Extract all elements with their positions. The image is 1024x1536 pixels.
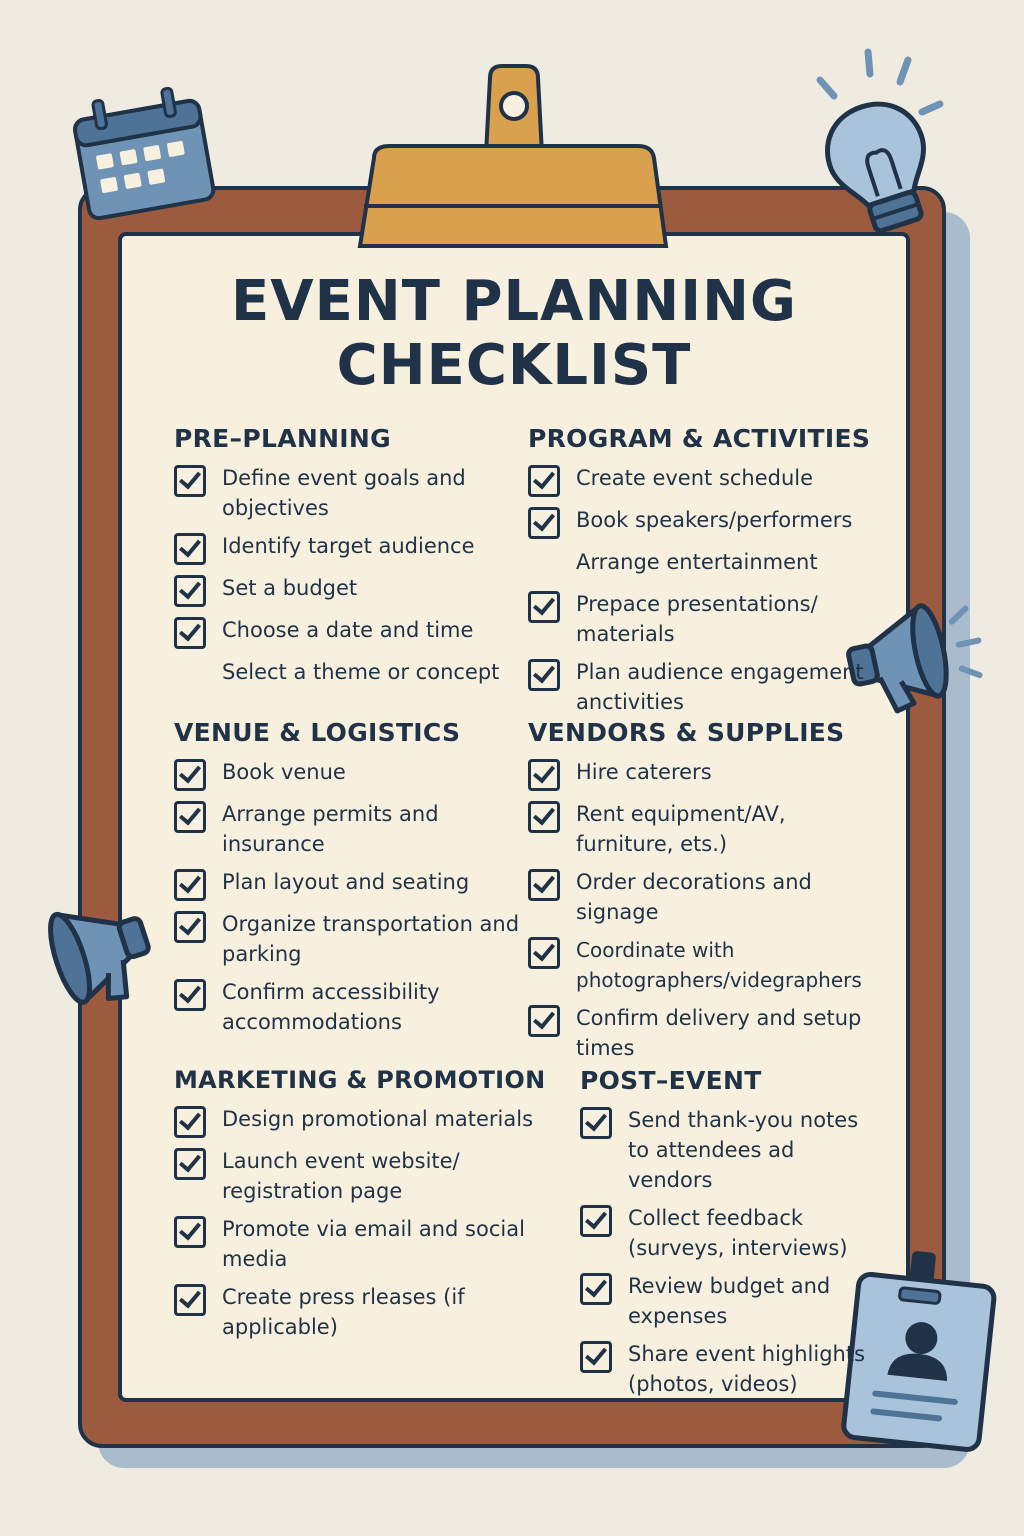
item-label: Organize transportation and parking (222, 912, 520, 966)
checklist-item[interactable] (174, 1282, 534, 1342)
checklist-item[interactable] (580, 1203, 880, 1263)
item-label: Arrange entertainment (576, 550, 818, 574)
checklist-item[interactable] (528, 657, 888, 717)
checkbox-icon[interactable] (528, 937, 560, 969)
checklist-item[interactable] (174, 1214, 534, 1274)
section-heading: MARKETING & PROMOTION (174, 1066, 546, 1094)
item-label: Choose a date and time (222, 618, 474, 642)
item-label: Prepace presentations/ materials (576, 592, 818, 646)
checklist-item[interactable] (580, 1271, 880, 1331)
item-label: Send thank-you notes to attendees ad vendors (628, 1108, 859, 1192)
checkbox-icon[interactable] (528, 659, 560, 691)
checkbox-icon[interactable] (174, 911, 206, 943)
section-heading: VENUE & LOGISTICS (174, 718, 461, 747)
section-marketing-promotion (174, 1066, 546, 1350)
checkbox-icon[interactable] (174, 869, 206, 901)
checklist-item[interactable] (528, 799, 888, 859)
checkbox-icon[interactable] (174, 1216, 206, 1248)
checkbox-icon[interactable] (528, 507, 560, 539)
checklist-item[interactable] (528, 463, 888, 497)
page-title (118, 270, 910, 398)
checklist-item[interactable] (174, 573, 534, 607)
item-label: Set a budget (222, 576, 358, 600)
section-heading: PRE–PLANNING (174, 424, 391, 453)
item-label: Book speakers/performers (576, 508, 853, 532)
section-post-event (580, 1066, 880, 1407)
checkbox-icon[interactable] (580, 1205, 612, 1237)
checklist-item[interactable] (528, 505, 888, 539)
checklist-item[interactable] (174, 977, 534, 1037)
checkbox-icon[interactable] (580, 1273, 612, 1305)
checklist-item[interactable] (528, 757, 888, 791)
checkbox-icon[interactable] (174, 465, 206, 497)
checkbox-icon[interactable] (174, 617, 206, 649)
item-label: Select a theme or concept (222, 660, 500, 684)
checklist-item[interactable] (174, 531, 534, 565)
checklist-item[interactable] (528, 867, 888, 927)
item-label: Identify target audience (222, 534, 475, 558)
item-label: Share event highlights (photos, videos) (628, 1342, 866, 1396)
checklist-item[interactable] (580, 1339, 880, 1399)
checkbox-icon[interactable] (174, 979, 206, 1011)
checkbox-icon[interactable] (174, 1284, 206, 1316)
section-heading: PROGRAM & ACTIVITIES (528, 424, 871, 453)
checklist-item[interactable] (174, 867, 534, 901)
checkbox-icon[interactable] (528, 465, 560, 497)
checkbox-icon[interactable] (528, 591, 560, 623)
megaphone-icon (20, 890, 160, 1020)
item-label: Launch event website/ registration page (222, 1149, 460, 1203)
section-venue-logistics (174, 718, 534, 1045)
title-line-2: CHECKLIST (336, 333, 692, 398)
checklist-item[interactable] (580, 1105, 880, 1195)
item-label: Create event schedule (576, 466, 814, 490)
lightbulb-icon (800, 44, 970, 244)
checkbox-icon[interactable] (174, 759, 206, 791)
checklist-item[interactable] (174, 799, 534, 859)
section-heading: POST–EVENT (580, 1066, 762, 1095)
section-program-activities (528, 424, 888, 725)
checklist-item[interactable] (174, 615, 534, 649)
checkbox-icon[interactable] (528, 869, 560, 901)
checkbox-icon[interactable] (174, 533, 206, 565)
checkbox-icon[interactable] (528, 1005, 560, 1037)
checklist-item[interactable] (174, 757, 534, 791)
item-label: Confirm delivery and setup times (576, 1006, 862, 1060)
checkbox-icon[interactable] (174, 801, 206, 833)
section-vendors-supplies (528, 718, 888, 1071)
item-label: Confirm accessibility accommodations (222, 980, 440, 1034)
item-label: Review budget and expenses (628, 1274, 831, 1328)
item-label: Book venue (222, 760, 346, 784)
item-label: Define event goals and objectives (222, 466, 466, 520)
item-label: Order decorations and signage (576, 870, 812, 924)
checklist-item (528, 547, 888, 581)
item-label: Plan audience engagement anctivities (576, 660, 864, 714)
item-label: Collect feedback (surveys, interviews) (628, 1206, 848, 1260)
item-label: Promote via email and social media (222, 1217, 525, 1271)
checklist-item (174, 657, 534, 691)
calendar-icon (66, 86, 216, 220)
checklist-item[interactable] (174, 909, 534, 969)
section-pre-planning (174, 424, 534, 699)
checklist-item[interactable] (528, 589, 888, 649)
checklist-item[interactable] (174, 1146, 534, 1206)
item-label: Plan layout and seating (222, 870, 470, 894)
checklist-item[interactable] (528, 935, 888, 995)
checkbox-icon[interactable] (174, 575, 206, 607)
title-line-1: EVENT PLANNING (231, 269, 797, 334)
checkbox-icon[interactable] (174, 1106, 206, 1138)
checkbox-icon[interactable] (528, 759, 560, 791)
checkbox-icon[interactable] (580, 1341, 612, 1373)
checkbox-icon[interactable] (174, 1148, 206, 1180)
item-label: Hire caterers (576, 760, 712, 784)
section-heading: VENDORS & SUPPLIES (528, 718, 845, 747)
checkbox-icon[interactable] (528, 801, 560, 833)
item-label: Coordinate with photographers/videgraphers (576, 938, 862, 992)
item-label: Arrange permits and insurance (222, 802, 439, 856)
clipboard-clip-icon (350, 58, 670, 258)
item-label: Rent equipment/AV, furniture, ets.) (576, 802, 786, 856)
checklist-item[interactable] (174, 463, 534, 523)
item-label: Design promotional materials (222, 1107, 534, 1131)
checkbox-icon[interactable] (580, 1107, 612, 1139)
checklist-item[interactable] (174, 1104, 534, 1138)
checklist-item[interactable] (528, 1003, 888, 1063)
item-label: Create press rleases (if applicable) (222, 1285, 465, 1339)
